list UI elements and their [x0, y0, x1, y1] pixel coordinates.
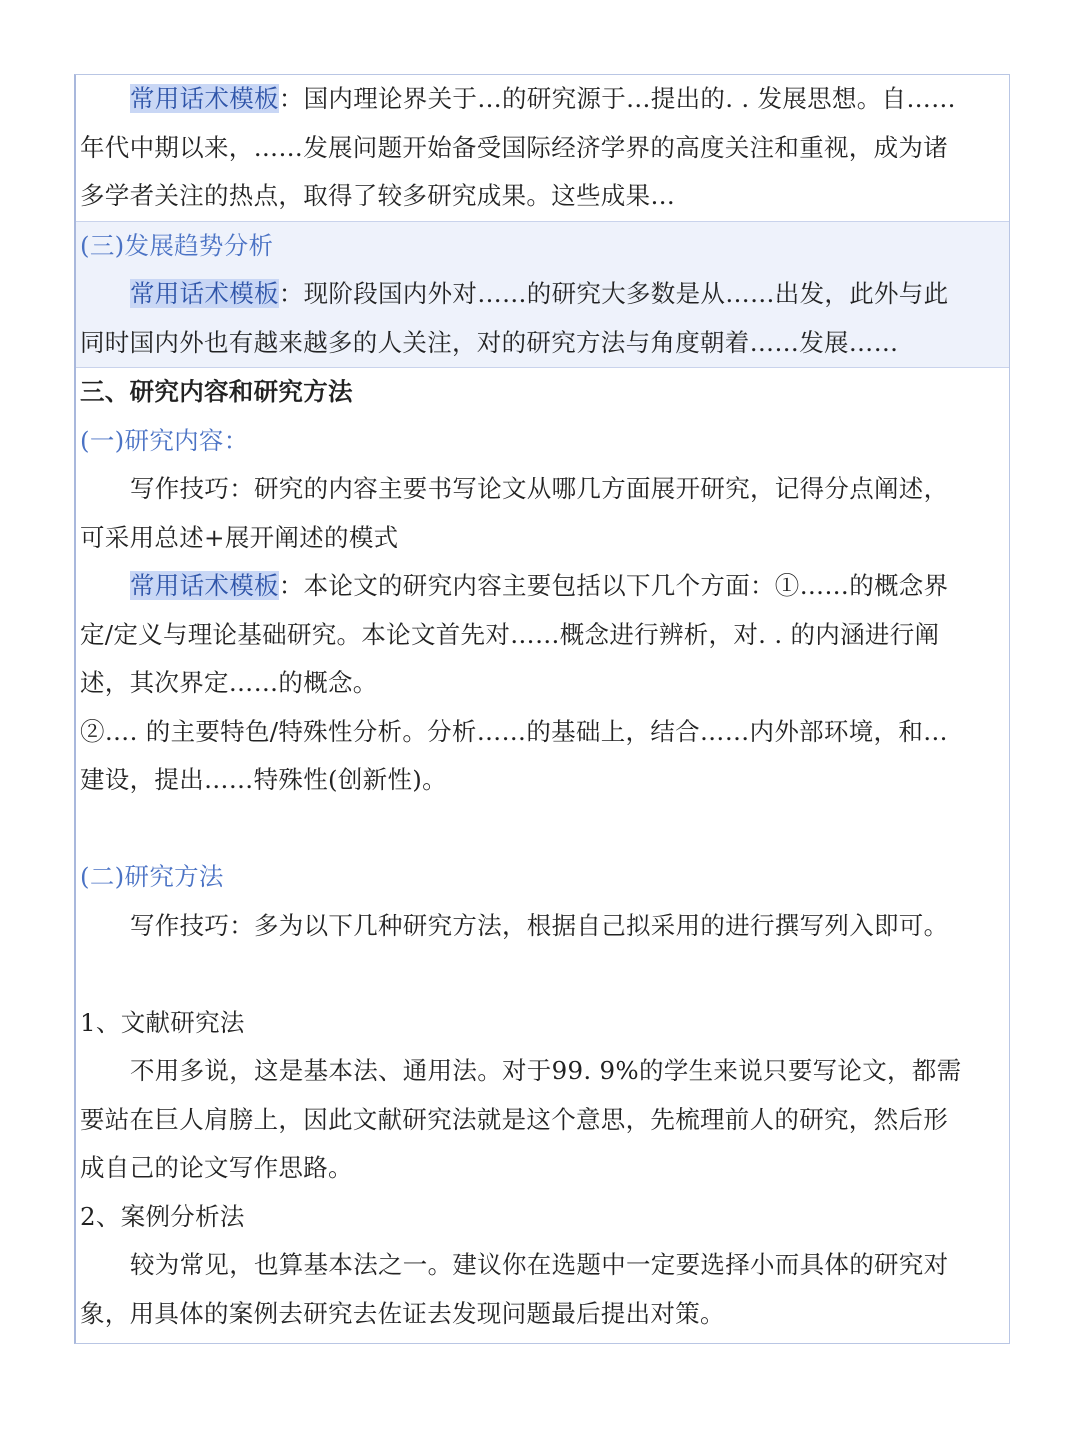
template-paragraph-line: 年代中期以来，……发展问题开始备受国际经济学界的高度关注和重视，成为诸 — [80, 132, 948, 162]
section-trend-analysis — [76, 221, 1009, 369]
template-paragraph-line: 多学者关注的热点，取得了较多研究成果。这些成果… — [80, 181, 676, 210]
template-paragraph-line: 常用话术模板：本论文的研究内容主要包括以下几个方面：①……的概念界 — [130, 571, 949, 600]
method-paragraph-line: 不用多说，这是基本法、通用法。对于99. 9%的学生来说只要写论文，都需 — [130, 1056, 962, 1085]
template-paragraph-line: 常用话术模板：国内理论界关于…的研究源于…提出的. . 发展思想。自…… — [130, 84, 956, 113]
method-title: 1、文献研究法 — [80, 1007, 245, 1037]
blank-line — [80, 805, 1005, 854]
blank-line — [80, 950, 1005, 999]
template-paragraph-line: 建设，提出……特殊性(创新性)。 — [80, 765, 447, 794]
template-paragraph-line: 定/定义与理论基础研究。本论文首先对……概念进行辨析，对. . 的内涵进行阐 — [80, 619, 940, 649]
section-heading: (三)发展趋势分析 — [80, 230, 274, 260]
subsection-heading-content: (一)研究内容： — [80, 425, 249, 455]
chapter-heading: 三、研究内容和研究方法 — [80, 377, 353, 406]
section-review-tail — [76, 75, 1009, 221]
subsection-heading-method: (二)研究方法 — [80, 862, 224, 891]
template-paragraph-line: 常用话术模板：现阶段国内外对……的研究大多数是从……出发，此外与此 — [130, 279, 949, 308]
template-label: 常用话术模板 — [130, 571, 279, 600]
section-chapter-3 — [76, 368, 1009, 1338]
method-paragraph-line: 成自己的论文写作思路。 — [80, 1153, 353, 1182]
document-page — [74, 74, 1010, 1344]
method-paragraph-line: 要站在巨人肩膀上，因此文献研究法就是这个意思，先梳理前人的研究，然后形 — [80, 1104, 948, 1134]
template-paragraph-line: 同时国内外也有越来越多的人关注，对的研究方法与角度朝着……发展…… — [80, 327, 899, 357]
method-paragraph-line: 象，用具体的案例去研究去佐证去发现问题最后提出对策。 — [80, 1298, 725, 1328]
tip-paragraph-line: 写作技巧：研究的内容主要书写论文从哪几方面展开研究，记得分点阐述， — [130, 474, 949, 503]
tip-paragraph-line: 写作技巧：多为以下几种研究方法，根据自己拟采用的进行撰写列入即可。 — [130, 910, 949, 940]
template-label: 常用话术模板 — [130, 279, 279, 308]
template-paragraph-line: 述，其次界定……的概念。 — [80, 668, 378, 697]
method-title: 2、案例分析法 — [80, 1201, 245, 1231]
tip-paragraph-line: 可采用总述+展开阐述的模式 — [80, 522, 399, 552]
template-label: 常用话术模板 — [130, 84, 279, 113]
method-paragraph-line: 较为常见，也算基本法之一。建议你在选题中一定要选择小而具体的研究对 — [130, 1250, 949, 1279]
template-paragraph-line: ②…. 的主要特色/特殊性分析。分析……的基础上，结合……内外部环境，和… — [80, 716, 948, 746]
